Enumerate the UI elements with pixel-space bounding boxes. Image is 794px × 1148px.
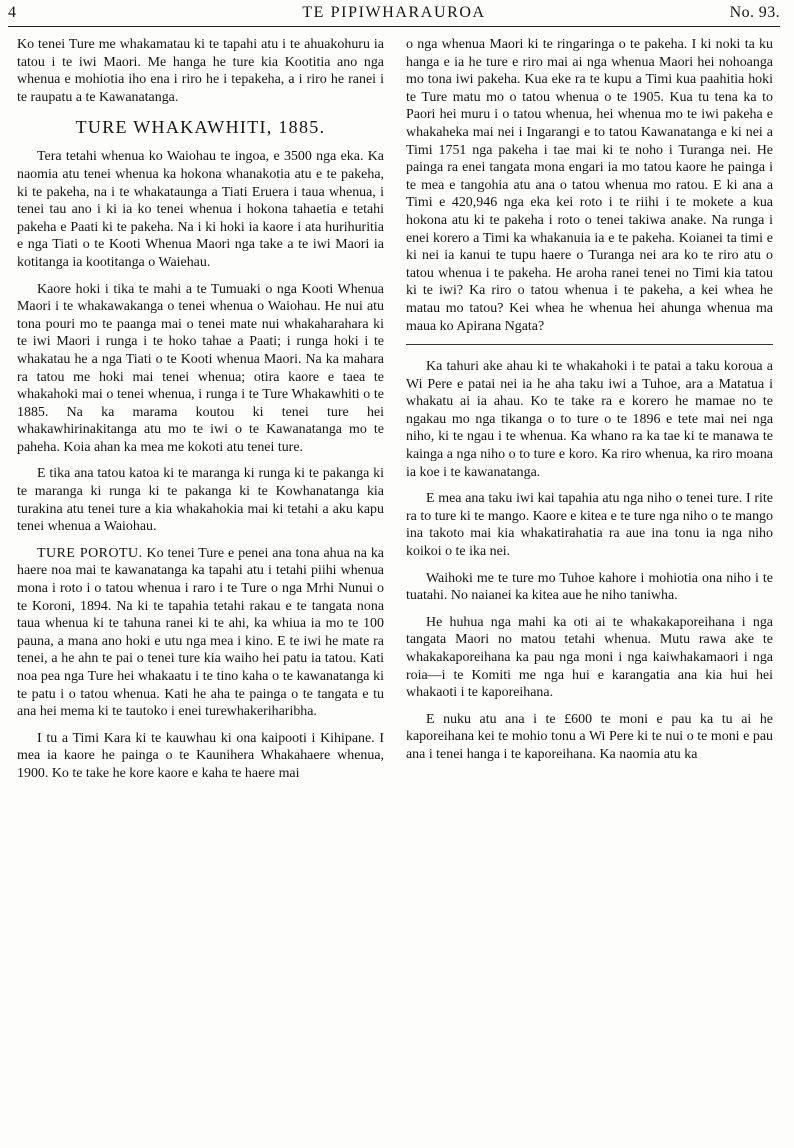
paragraph-body: Ko tenei Ture e penei ana tona ahua na ka haere noa mai te kawanatanga ka tapahi atu i tetahi piihi whenua mona i roto i o tatou whenua i raro i te Ture o nga Mrhi Nunui o te Koroni, 1894. Na ki te tapahia tetahi rakau e te tangata nona taua whenua ki te tahuna ranei ki te ahi, ka whiua ia mo te 100 pauna, a mana ano hoki e utu nga mea i kino. E te iwi he mate ra tenei, a he ahn te pai o tenei ture kia waiho hei patu ia tatou. Kati noa pea nga Ture hei whakaatu i te tino kaha o te kawanatanga ki te patu i o tatou whenua. Kati he aha te painga o te tangata e tu ana hei mema ki te tautoko i enei turewhakeriharibha.	[17, 545, 384, 720]
article-paragraph: Kaore hoki i tika te mahi a te Tumuaki o nga Kooti Whenua Maori i te whakawakanga o tenei whenua o Waiohau. He nui atu tona pouri mo te paanga mai o tenei mate nui whakaharahara ki te iwi Maori i runga i te hoko tahae a Paati; i runga hoki i te whakatau he a nga Tiati o te Kooti whenua Maori. Na ka mahara ra tatou me hoki mai tenei whenua; otira kaore e taea te whakahoki mai o tenei whenua, i runga i te Ture Whakawhiti o te 1885. Na ka marama koutou ki tenei ture hei whakawhirinakitanga atu mo te iwi o te Kawanatanga mo te paheha. Koia ahan ka mea me kokoti atu tenei ture.	[17, 281, 384, 455]
article-paragraph: I tu a Timi Kara ki te kauwhau ki ona kaipooti i Kihipane. I mea ia kaore he painga o te Kaunihera Whakahaere whenua, 1900. Ko te take he kore kaore e kaha te haere mai	[17, 730, 384, 781]
article-paragraph: Ko tenei Ture me whakamatau ki te tapahi atu i te ahuakohuru ia tatou i te iwi Maori. Me hanga he ture kia Kootitia ano nga whenua e mohiotia iho ena i riro he i tepakeha, a i riro he ranei i te raupatu a te Kawanatanga.	[17, 37, 384, 105]
article-paragraph: E mea ana taku iwi kai tapahia atu nga niho o tenei ture. I rite ra to ture ki te mango. Kaore e kitea e te ture nga niho o te mango ina takoto mai kia whakatirahatia ra aue ina tonu ia nga niho koikoi o te ika nei.	[406, 491, 773, 560]
article-paragraph: Tera tetahi whenua ko Waiohau te ingoa, e 3500 nga eka. Ka naomia atu tenei whenua ka hokona whanakotia atu e te pakeha, ki te pakeha, na i te whakataunga a Tiati Eruera i taua whenua, i tenei tau ano i ki ia ko tenei whenua i hokona tahaetia e tetahi pakeha e Paati ki te pakeha. Na i ki hoki ia kaore i ata hurihuritia e nga Tiati o te Kooti Whenua Maori nga take a te iwi Maori ia kotitanga ia kootitanga o Waiehau.	[17, 149, 384, 270]
article-paragraph: E nuku atu ana i te £600 te moni e pau ka tu ai he kaporeihana kei te mohio tonu a Wi Pere ki te nui o te moni e pau ana i tenei hanga i te kaporeihana. Ka naomia atu ka	[406, 711, 773, 762]
article-paragraph: He huhua nga mahi ka oti ai te whakakaporeihana i nga tangata Maori no matou tetahi whenua. Mutu rawa ake te whakakaporeihana ka pau nga moni i nga kaiwhakamaori i nga roia—i te Komiti me nga hui e karangatia ana kia hui hei whakaoti i te kaporeihana.	[406, 614, 773, 701]
article-paragraph-ture-porotu	[17, 545, 384, 721]
left-column	[17, 36, 384, 1146]
page-number: 4	[8, 4, 17, 21]
run-in-heading: TURE POROTU.	[37, 545, 143, 561]
section-heading: TURE WHAKAWHITI, 1885.	[75, 117, 326, 138]
article-paragraph: E tika ana tatou katoa ki te maranga ki runga ki te pakanga ki te maranga ki runga ki te pakanga ki te Kowhanatanga kia turakina atu tenei ture a kia whakahokia mai ki tetahi a aku kapu tenei whenua a Waiohau.	[17, 466, 384, 535]
article-paragraph: o nga whenua Maori ki te ringaringa o te pakeha. I ki noki ta ku hanga e ia he ture e riro mai ai nga whenua Maori hei nohoanga mo tona iwi pakeha. Kua eke ra te kupu a Timi kua paahitia hoki te Ture matu mo o tatou whenua o te 1905. Kua tu tena ka to Paori hei muru i o tatou whenua, hei whenua mo te iwi pakeha e whakaheka mai nei i Ingarangi e to tatou Kawanatanga e ki nei a Timi 1751 nga pakeha i tae mai ki te noho i Turanga nei. He painga ra enei tangata mona engari ia mo tatou kaore he painga i te mea e tangohia atu ana o tatou whenua mo ratou. E ki ana a Timi e 420,946 nga eka kei roto i te riihi i te mokete a kua hokona atu ki te pakeha i roto o tenei takiwa anake. Na runga i enei korero a Timi ka whakanuia ia e te pakeha. Koianei ta timi e ki nei ia kanui te tupu haere o Turanga nei ara ko te riro atu o tatou whenua i te pakeha. He aroha ranei tenei no Timi kia tatou ki te iwi? Ka riro o tatou whenua i te pakeha, a kei whea he matau mo tatou? Kei whea he whenua hei ahunga whenua ma maua ko Apirana Ngata?	[406, 37, 773, 334]
article-paragraph: Ka tahuri ake ahau ki te whakahoki i te patai a taku koroua a Wi Pere e patai nei ia he aha taku iwi a Tuhoe, ara a Matatua i whakatu ai ia ahau. Ko te take ra e korero he mamae no te ngakau mo nga tikanga o to ture o te 1896 e tete mai nei nga niho, ki te ngau i te whenua. Ka whano ra ka tae ki te manawa te kainga a nga niho o to ture e koro. Ka riro whenua, ka riro moana ia koe i te kawanatanga.	[406, 359, 773, 480]
article-paragraph: Waihoki me te ture mo Tuhoe kahore i mohiotia ona niho i te tuatahi. No naianei ka kitea aue he niho taniwha.	[406, 570, 773, 604]
publication-title: TE PIPIWHARAUROA	[302, 4, 486, 21]
section-divider	[406, 344, 773, 345]
issue-number: No. 93.	[729, 4, 780, 21]
right-column	[406, 36, 773, 1146]
page-header	[8, 2, 780, 27]
